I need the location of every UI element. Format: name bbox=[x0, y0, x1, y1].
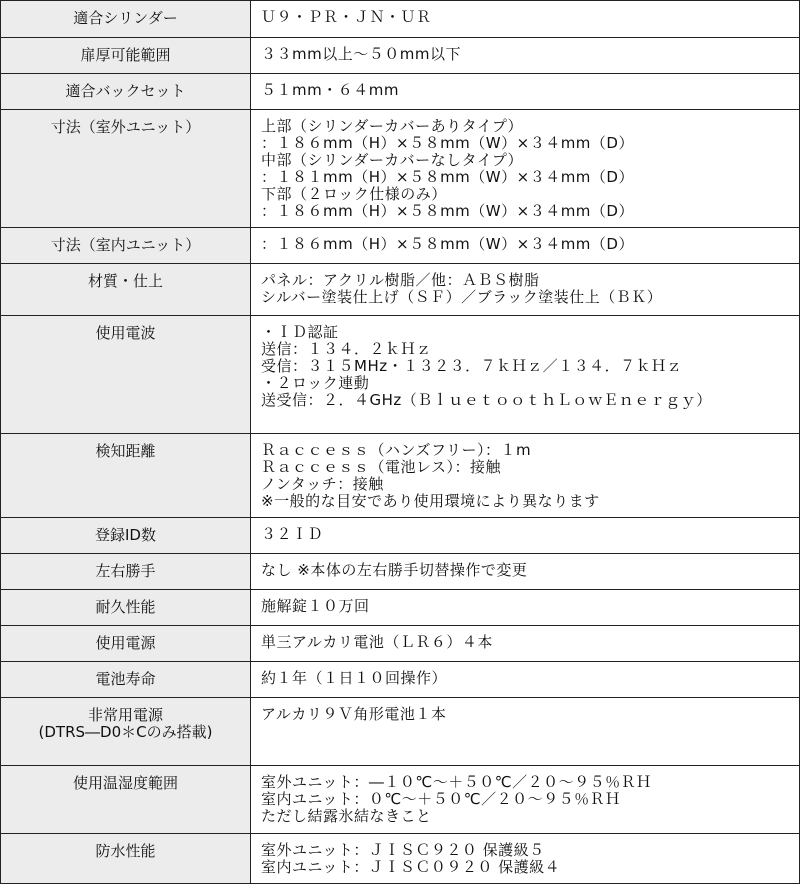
spec-label-cell bbox=[1, 698, 251, 766]
spec-label-cell bbox=[1, 590, 251, 626]
spec-value-cell bbox=[251, 316, 800, 434]
spec-value-line: 室外ユニット：ＪＩＳＣ９２０ 保護級５ bbox=[261, 841, 545, 859]
spec-value-line: Ｒａｃｃｅｓｓ（電池レス）：接触 bbox=[261, 458, 502, 476]
spec-value-line: 約１年（１日１０回操作） bbox=[261, 669, 448, 687]
spec-label: 電池寿命 bbox=[95, 670, 156, 688]
spec-row bbox=[1, 264, 800, 316]
spec-value-line: ：１８６mm（H）×５８mm（W）×３４mm（D） bbox=[261, 134, 634, 152]
spec-row bbox=[1, 590, 800, 626]
spec-value-line: なし ※本体の左右勝手切替操作で変更 bbox=[261, 561, 528, 579]
spec-value-line: ３３mm以上〜５０mm以下 bbox=[261, 45, 461, 63]
spec-label: 耐久性能 bbox=[95, 598, 156, 616]
spec-label-cell bbox=[1, 626, 251, 662]
spec-label: 検知距離 bbox=[95, 442, 156, 460]
spec-value-line: 単三アルカリ電池（ＬＲ６）４本 bbox=[261, 633, 493, 651]
spec-value-cell bbox=[251, 662, 800, 698]
spec-label-cell bbox=[1, 316, 251, 434]
spec-label: 適合シリンダー bbox=[73, 9, 178, 27]
spec-value-line: Ｕ９・ＰＲ・ＪＮ・ＵＲ bbox=[261, 8, 432, 26]
spec-label: 扉厚可能範囲 bbox=[80, 46, 171, 64]
spec-label-cell bbox=[1, 518, 251, 554]
spec-label-cell bbox=[1, 264, 251, 316]
spec-value-line: 室外ユニット：―１０℃〜＋５０℃／２０〜９５％ＲＨ bbox=[261, 773, 652, 791]
spec-row bbox=[1, 316, 800, 434]
spec-value-line: 中部（シリンダーカバーなしタイプ） bbox=[261, 151, 524, 169]
spec-row bbox=[1, 74, 800, 110]
spec-value-line: ・２ロック連動 bbox=[261, 374, 370, 392]
spec-label: 使用電源 bbox=[95, 634, 156, 652]
spec-value-cell bbox=[251, 590, 800, 626]
spec-row bbox=[1, 110, 800, 228]
spec-row bbox=[1, 766, 800, 834]
spec-row bbox=[1, 834, 800, 884]
spec-row bbox=[1, 554, 800, 590]
spec-label: 寸法（室内ユニット） bbox=[50, 236, 201, 254]
spec-row bbox=[1, 38, 800, 74]
spec-value-line: ・ＩＤ認証 bbox=[261, 323, 339, 341]
spec-value-line: ３２ＩＤ bbox=[261, 525, 324, 543]
spec-row bbox=[1, 518, 800, 554]
spec-label: 非常用電源 bbox=[87, 706, 163, 724]
spec-value-cell bbox=[251, 518, 800, 554]
spec-value-line: 施解錠１０万回 bbox=[261, 597, 370, 615]
spec-value-line: 送受信：２．４GHz（ＢｌｕｅｔｏｏｔｈＬｏｗＥｎｅｒｇｙ） bbox=[261, 391, 712, 409]
spec-row bbox=[1, 626, 800, 662]
spec-row bbox=[1, 1, 800, 38]
spec-value-cell bbox=[251, 74, 800, 110]
spec-label-cell bbox=[1, 766, 251, 834]
spec-row bbox=[1, 662, 800, 698]
spec-value-line: ：１８６mm（H）×５８mm（W）×３４mm（D） bbox=[261, 202, 634, 220]
spec-label: 使用温湿度範囲 bbox=[72, 774, 178, 792]
spec-value-line: ：１８６mm（H）×５８mm（W）×３４mm（D） bbox=[261, 235, 634, 253]
spec-value-line: ただし結露氷結なきこと bbox=[261, 807, 432, 825]
spec-label-cell bbox=[1, 434, 251, 518]
spec-value-line: 受信：３１５MHz・１３２３．７ｋＨｚ／１３４．７ｋＨｚ bbox=[261, 357, 683, 375]
spec-value-line: 下部（２ロック仕様のみ） bbox=[261, 185, 447, 203]
spec-value-cell bbox=[251, 264, 800, 316]
spec-value-cell bbox=[251, 554, 800, 590]
spec-value-line: Ｒａｃｃｅｓｓ（ハンズフリー）：１m bbox=[261, 441, 532, 459]
spec-value-line: ※一般的な目安であり使用環境により異なります bbox=[261, 492, 600, 510]
spec-label-cell bbox=[1, 74, 251, 110]
spec-row bbox=[1, 698, 800, 766]
spec-value-line: ノンタッチ：接触 bbox=[261, 475, 384, 493]
spec-value-cell bbox=[251, 626, 800, 662]
spec-label: 使用電波 bbox=[95, 324, 156, 342]
spec-value-cell bbox=[251, 434, 800, 518]
spec-label: 防水性能 bbox=[95, 842, 156, 860]
spec-label: 寸法（室外ユニット） bbox=[50, 118, 201, 136]
spec-value-line: ：１８１mm（H）×５８mm（W）×３４mm（D） bbox=[261, 168, 634, 186]
spec-value-line: 室内ユニット：ＪＩＳＣ０９２０ 保護級４ bbox=[261, 858, 561, 876]
spec-label: (DTRS―D0＊Cのみ搭載) bbox=[38, 723, 213, 741]
spec-label: 適合バックセット bbox=[65, 82, 186, 100]
spec-value-cell bbox=[251, 228, 800, 264]
spec-label-cell bbox=[1, 834, 251, 884]
spec-row bbox=[1, 228, 800, 264]
spec-label-cell bbox=[1, 38, 251, 74]
spec-label-cell bbox=[1, 662, 251, 698]
spec-value-line: 送信：１３４．２ｋＨｚ bbox=[261, 340, 432, 358]
spec-value-line: パネル：アクリル樹脂／他：ＡＢＳ樹脂 bbox=[261, 271, 540, 289]
spec-value-cell bbox=[251, 110, 800, 228]
spec-label-cell bbox=[1, 110, 251, 228]
spec-label: 左右勝手 bbox=[95, 562, 156, 580]
spec-value-cell bbox=[251, 698, 800, 766]
spec-label-cell bbox=[1, 1, 251, 38]
spec-row bbox=[1, 434, 800, 518]
spec-label: 材質・仕上 bbox=[87, 272, 163, 290]
spec-value-cell bbox=[251, 834, 800, 884]
spec-value-line: 上部（シリンダーカバーありタイプ） bbox=[261, 117, 524, 135]
spec-value-line: アルカリ９Ｖ角形電池１本 bbox=[261, 705, 447, 723]
spec-table-body bbox=[1, 1, 800, 884]
spec-value-cell bbox=[251, 1, 800, 38]
spec-label: 登録ID数 bbox=[95, 526, 156, 544]
spec-value-line: ５１mm・６４mm bbox=[261, 81, 399, 99]
spec-value-cell bbox=[251, 38, 800, 74]
spec-value-line: シルバー塗装仕上げ（ＳＦ）／ブラック塗装仕上（ＢＫ） bbox=[261, 288, 663, 306]
spec-label-cell bbox=[1, 554, 251, 590]
spec-value-cell bbox=[251, 766, 800, 834]
spec-value-line: 室内ユニット：０℃〜＋５０℃／２０〜９５％ＲＨ bbox=[261, 790, 621, 808]
spec-label-cell bbox=[1, 228, 251, 264]
